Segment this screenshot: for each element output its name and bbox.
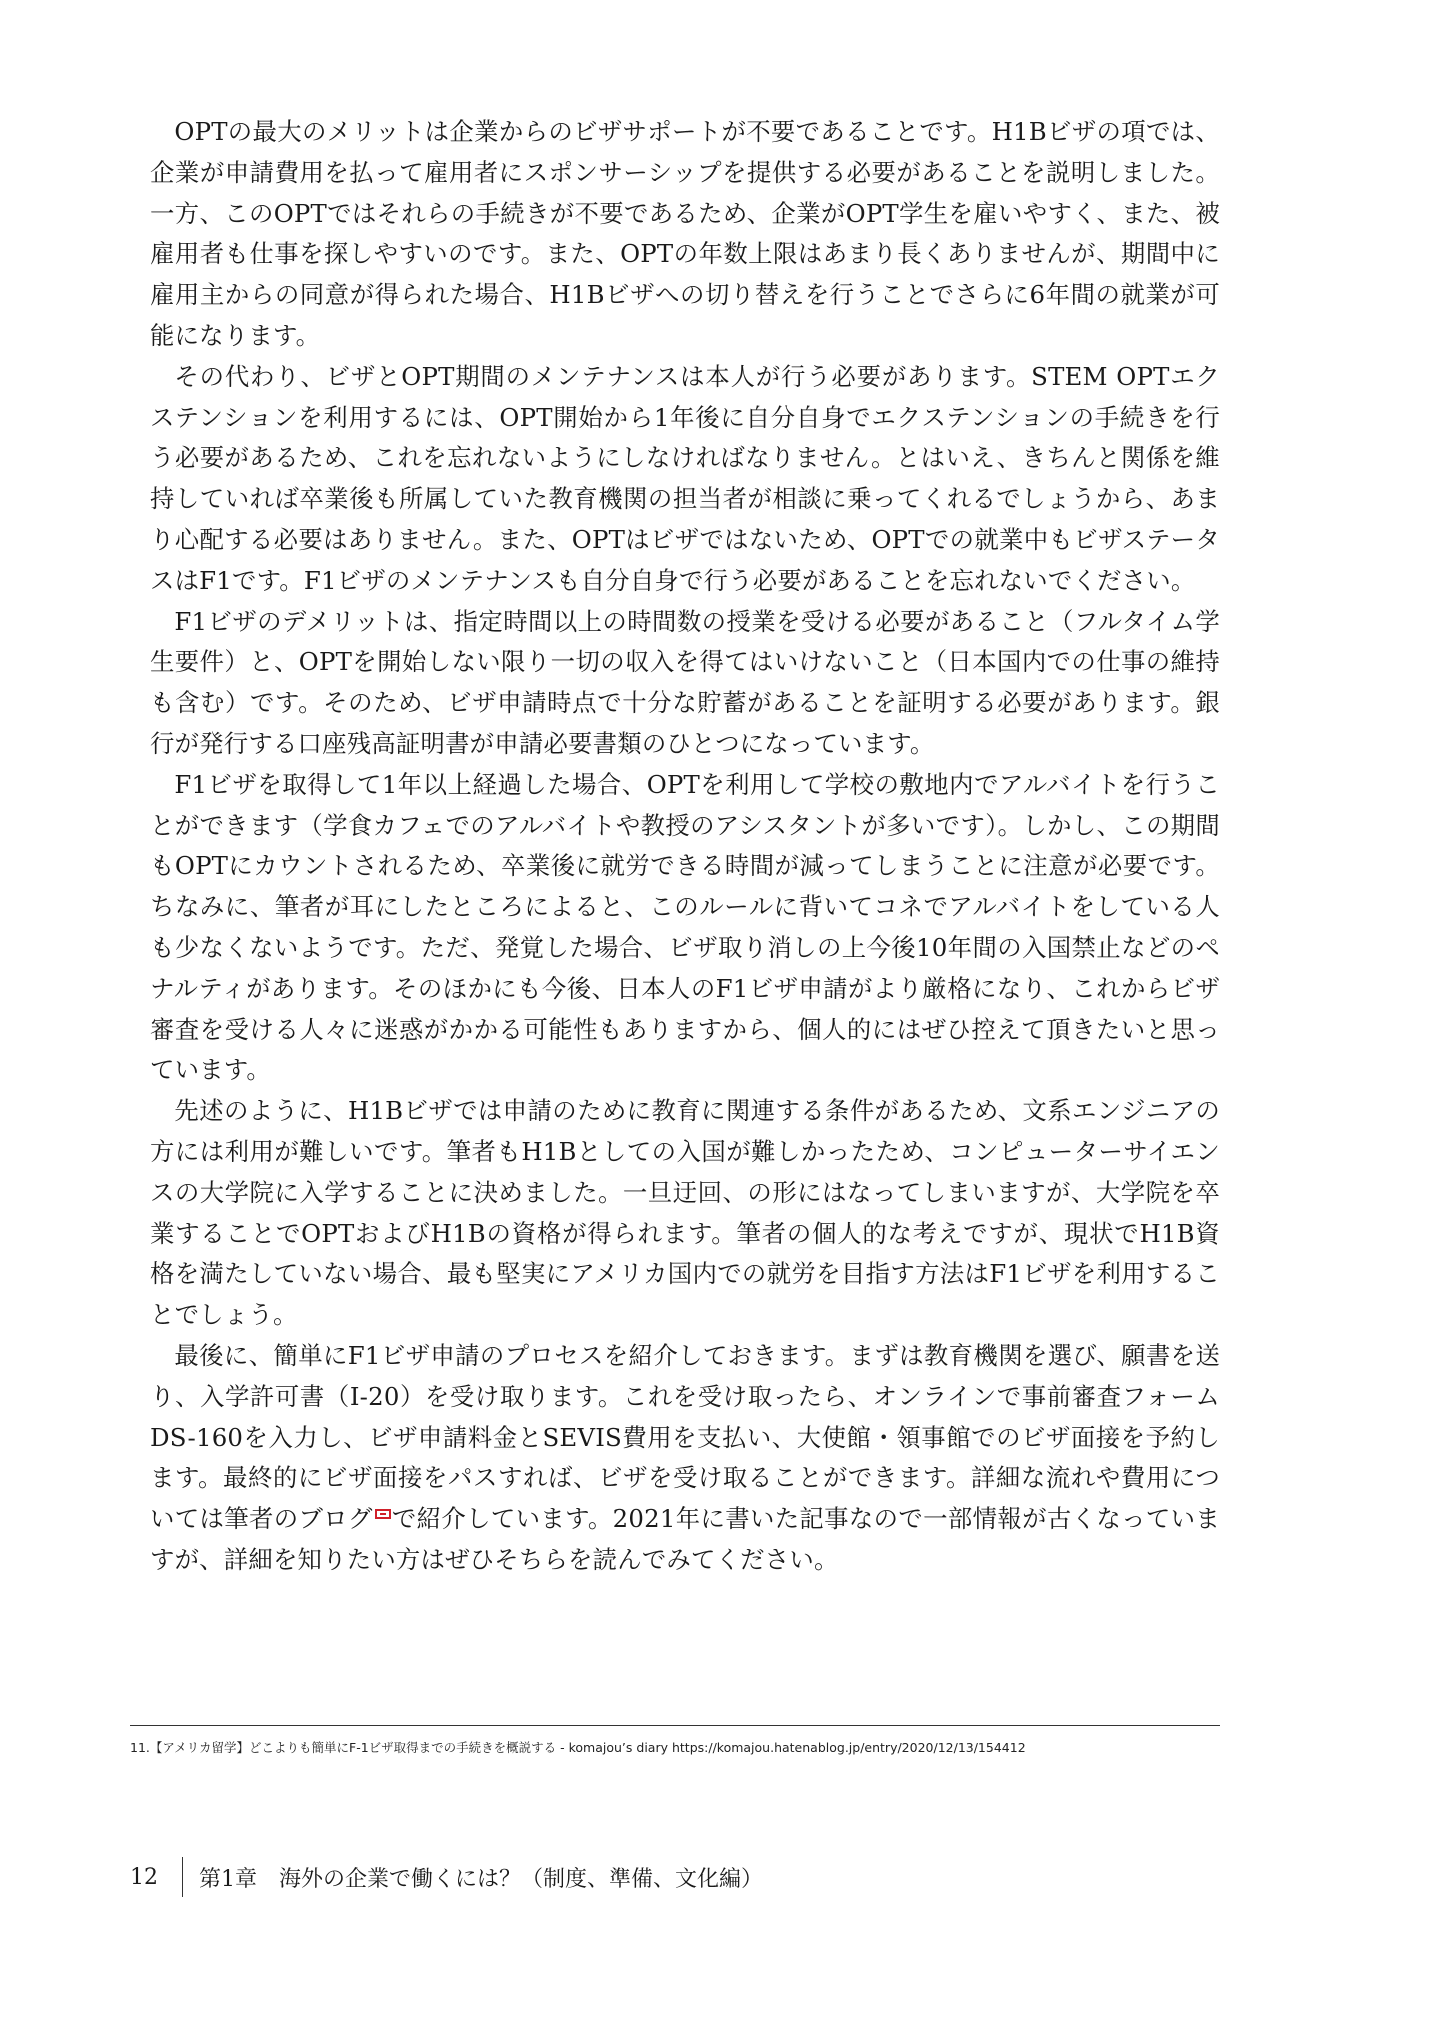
paragraph-h1b-path: 先述のように、H1Bビザでは申請のために教育に関連する条件があるため、文系エンジニアの方には利用が難しいです。筆者もH1Bとしての入国が難しかったため、コンピューターサイエンスの大学院に入学することに決めました。一旦迂回、の形にはなってしまいますが、大学院を卒業することでOPTおよびH1Bの資格が得られます。筆者の個人的な考えですが、現状でH1B資格を満たしていない場合、最も堅実にアメリカ国内での就労を目指す方法はF1ビザを利用することでしょう。 bbox=[150, 1096, 1220, 1330]
footnote-link-icon[interactable] bbox=[375, 1509, 391, 1519]
paragraph-on-campus-work: F1ビザを取得して1年以上経過した場合、OPTを利用して学校の敷地内でアルバイトを行うことができます（学食カフェでのアルバイトや教授のアシスタントが多いです）。しかし、この期間もOPTにカウントされるため、卒業後に就労できる時間が減ってしまうことに注意が必要です。ちなみに、筆者が耳にしたところによると、このルールに背いてコネでアルバイトをしている人も少なくないようです。ただ、発覚した場合、ビザ取り消しの上今後10年間の入国禁止などのペナルティがあります。そのほかにも今後、日本人のF1ビザ申請がより厳格になり、これからビザ審査を受ける人々に迷惑がかかる可能性もありますから、個人的にはぜひ控えて頂きたいと思っています。 bbox=[150, 769, 1220, 1085]
page-footer bbox=[130, 1857, 763, 1897]
paragraph-opt-merit: OPTの最大のメリットは企業からのビザサポートが不要であることです。H1Bビザの項では、企業が申請費用を払って雇用者にスポンサーシップを提供する必要があることを説明しました。一方、このOPTではそれらの手続きが不要であるため、企業がOPT学生を雇いやすく、また、被雇用者も仕事を探しやすいのです。また、OPTの年数上限はあまり長くありませんが、期間中に雇用主からの同意が得られた場合、H1Bビザへの切り替えを行うことでさらに6年間の就業が可能になります。 bbox=[150, 117, 1220, 350]
main-text bbox=[150, 112, 1220, 1581]
paragraph-f1-demerit: F1ビザのデメリットは、指定時間以上の時間数の授業を受ける必要があること（フルタイム学生要件）と、OPTを開始しない限り一切の収入を得てはいけないこと（日本国内での仕事の維持も含む）です。そのため、ビザ申請時点で十分な貯蓄があることを証明する必要があります。銀行が発行する口座残高証明書が申請必要書類のひとつになっています。 bbox=[150, 606, 1220, 758]
footnote-divider bbox=[130, 1725, 1220, 1726]
paragraph-f1-process bbox=[150, 1336, 1220, 1581]
footer-divider bbox=[182, 1857, 183, 1897]
paragraph-f1-process-before: 最後に、簡単にF1ビザ申請のプロセスを紹介しておきます。まずは教育機関を選び、願書を送り、入学許可書（I-20）を受け取ります。これを受け取ったら、オンラインで事前審査フォームDS-160を入力し、ビザ申請料金とSEVIS費用を支払い、大使館・領事館でのビザ面接を予約します。最終的にビザ面接をパスすれば、ビザを受け取ることができます。詳細な流れや費用については筆者のブログ bbox=[150, 1340, 1220, 1534]
page-number: 12 bbox=[130, 1864, 158, 1890]
footnote-11: 11.【アメリカ留学】どこよりも簡単にF-1ビザ取得までの手続きを概説する - komajou’s diary https://komajou.hatenablog.jp/entry/2020/12/13/154412 bbox=[130, 1740, 1026, 1755]
running-head: 第1章 海外の企業で働くには？（制度、準備、文化編） bbox=[199, 1866, 763, 1892]
paragraph-opt-maintenance: その代わり、ビザとOPT期間のメンテナンスは本人が行う必要があります。STEM OPTエクステンションを利用するには、OPT開始から1年後に自分自身でエクステンションの手続きを行う必要があるため、これを忘れないようにしなければなりません。とはいえ、きちんと関係を維持していれば卒業後も所属していた教育機関の担当者が相談に乗ってくれるでしょうから、あまり心配する必要はありません。また、OPTはビザではないため、OPTでの就業中もビザステータスはF1です。F1ビザのメンテナンスも自分自身で行う必要があることを忘れないでください。 bbox=[150, 361, 1220, 595]
paragraph-f1-process-after: で紹介しています。2021年に書いた記事なので一部情報が古くなっていますが、詳細を知りたい方はぜひそちらを読んでみてください。 bbox=[150, 1504, 1220, 1574]
